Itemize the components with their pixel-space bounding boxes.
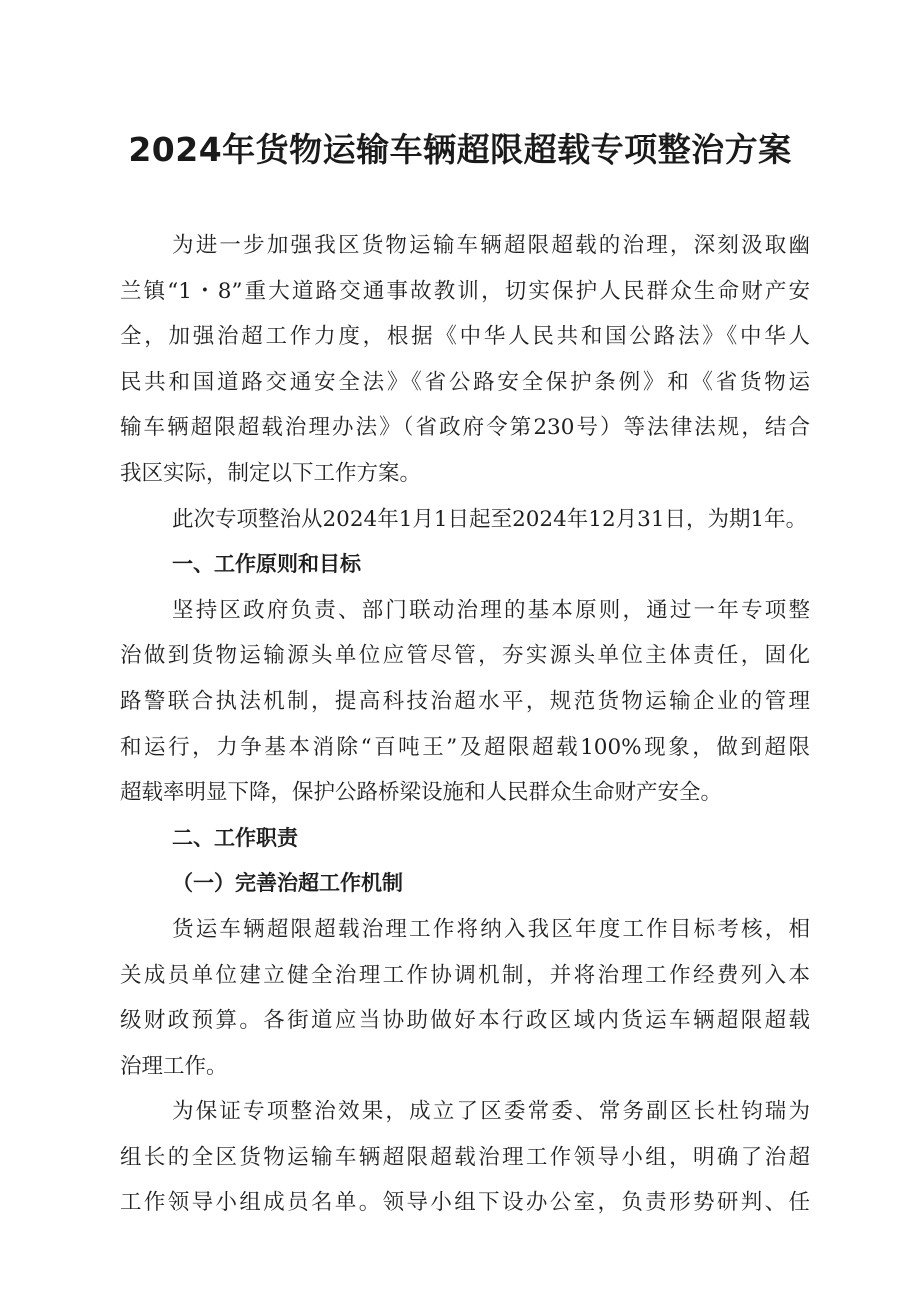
paragraph-line: 货运车辆超限超载治理工作将纳入我区年度工作目标考核，相 xyxy=(172,916,810,942)
paragraph-line: 坚持区政府负责、部门联动治理的基本原则，通过一年专项整 xyxy=(172,597,810,623)
paragraph-line: 民共和国道路交通安全法》《省公路安全保护条例》和《省货物运 xyxy=(120,369,810,395)
paragraph-line: 兰镇“1・8”重大道路交通事故教训，切实保护人民群众生命财产安 xyxy=(120,278,810,304)
section-heading: 二、工作职责 xyxy=(172,825,298,850)
paragraph-line: 治做到货物运输源头单位应管尽管，夯实源头单位主体责任，固化 xyxy=(120,643,810,669)
paragraph-line: 为进一步加强我区货物运输车辆超限超载的治理，深刻汲取幽 xyxy=(172,233,810,258)
paragraph-line: 输车辆超限超载治理办法》（省政府令第230号）等法律法规，结合 xyxy=(120,415,810,441)
paragraph-line: 此次专项整治从2024年1月1日起至2024年12月31日，为期1年。 xyxy=(172,506,808,532)
subsection-heading: （一）完善治超工作机制 xyxy=(172,871,403,896)
paragraph-line: 和运行，力争基本消除“百吨王”及超限超载100%现象，做到超限 xyxy=(120,734,810,760)
paragraph-line: 超载率明显下降，保护公路桥梁设施和人民群众生命财产安全。 xyxy=(120,780,723,806)
paragraph-line: 治理工作。 xyxy=(120,1053,228,1079)
paragraph-line: 关成员单位建立健全治理工作协调机制，并将治理工作经费列入本 xyxy=(120,962,810,988)
paragraph-line: 路警联合执法机制，提高科技治超水平，规范货物运输企业的管理 xyxy=(120,688,810,714)
paragraph-line: 全，加强治超工作力度，根据《中华人民共和国公路法》《中华人 xyxy=(120,324,810,350)
paragraph-line: 工作领导小组成员名单。领导小组下设办公室，负责形势研判、任 xyxy=(120,1190,810,1216)
document-title: 2024年货物运输车辆超限超载专项整治方案 xyxy=(128,130,792,169)
document-body xyxy=(120,223,810,1226)
paragraph-line: 我区实际，制定以下工作方案。 xyxy=(120,460,422,486)
section-heading: 一、工作原则和目标 xyxy=(172,552,361,577)
paragraph-line: 组长的全区货物运输车辆超限超载治理工作领导小组，明确了治超 xyxy=(120,1144,810,1170)
paragraph-line: 级财政预算。各街道应当协助做好本行政区域内货运车辆超限超载 xyxy=(120,1008,810,1034)
paragraph-line: 为保证专项整治效果，成立了区委常委、常务副区长杜钧瑞为 xyxy=(172,1099,810,1125)
